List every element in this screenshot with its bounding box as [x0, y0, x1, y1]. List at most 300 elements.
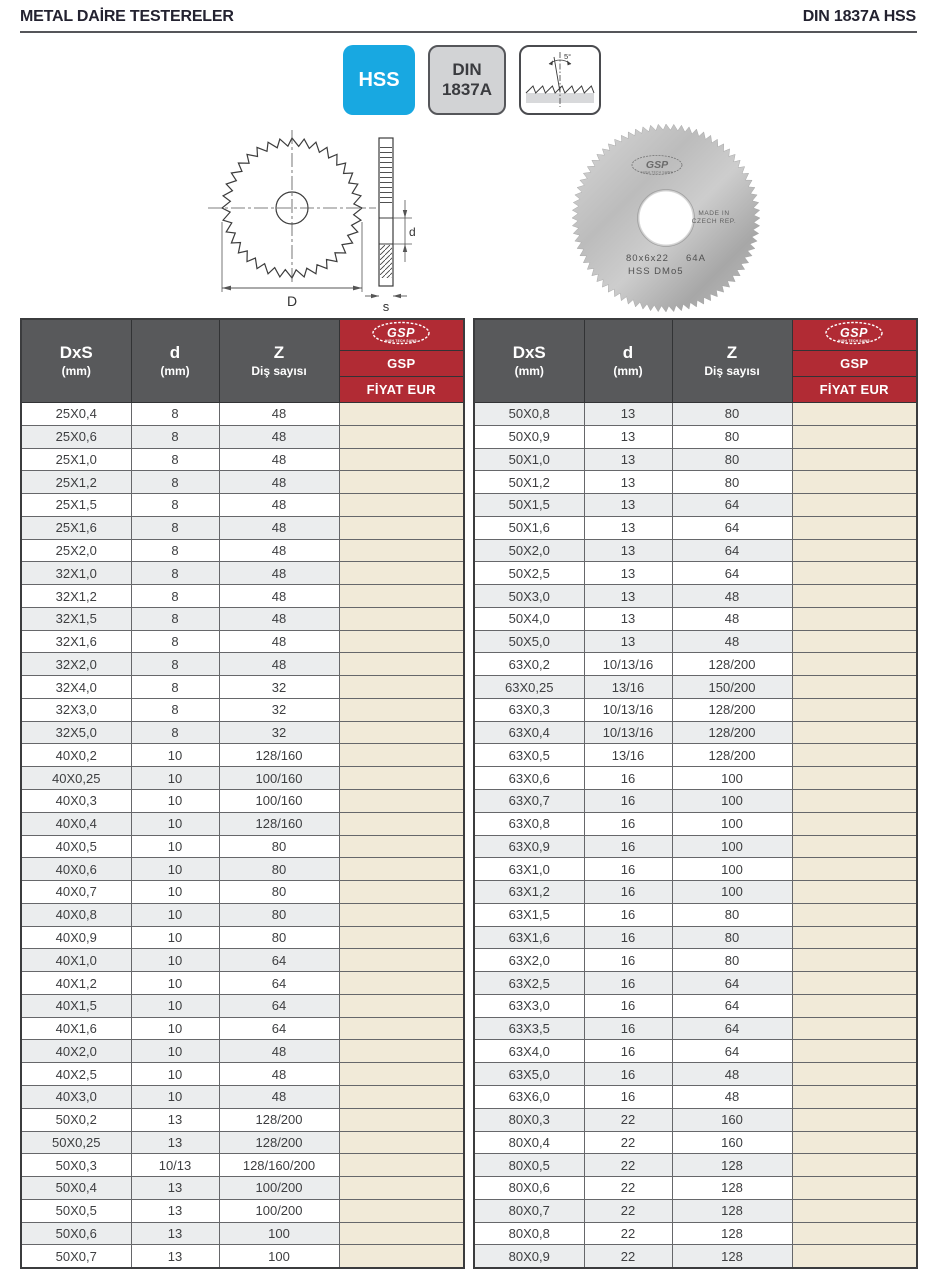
- table-row: [21, 949, 464, 972]
- cell-price: [792, 949, 917, 972]
- col-header-dxs: DxS (mm): [21, 319, 131, 403]
- table-row: [21, 1085, 464, 1108]
- cell-dxs: 63X3,5: [474, 1017, 584, 1040]
- cell-price: [792, 585, 917, 608]
- cell-price: [792, 812, 917, 835]
- cell-d: 10: [131, 1063, 219, 1086]
- cell-z: 80: [219, 903, 339, 926]
- cell-d: 10: [131, 812, 219, 835]
- cell-dxs: 50X2,5: [474, 562, 584, 585]
- table-row: [21, 448, 464, 471]
- table-row: [474, 972, 917, 995]
- cell-dxs: 40X0,2: [21, 744, 131, 767]
- price-brand-header: GSP: [339, 351, 464, 377]
- table-row: [474, 539, 917, 562]
- table-row: [21, 1177, 464, 1200]
- cell-dxs: 32X2,0: [21, 653, 131, 676]
- table-row: [21, 516, 464, 539]
- table-row: [474, 1199, 917, 1222]
- cell-d: 13: [584, 516, 672, 539]
- table-row: [21, 630, 464, 653]
- spec-table-right: [473, 318, 918, 1269]
- cell-dxs: 32X5,0: [21, 721, 131, 744]
- cell-dxs: 25X1,2: [21, 471, 131, 494]
- gsp-logo: [339, 319, 464, 351]
- col-header-d: d (mm): [584, 319, 672, 403]
- rake-angle-label: 5°: [564, 52, 572, 61]
- cell-z: 48: [219, 448, 339, 471]
- cell-price: [792, 494, 917, 517]
- table-row: [474, 1154, 917, 1177]
- cell-dxs: 63X0,8: [474, 812, 584, 835]
- cell-z: 48: [219, 403, 339, 426]
- table-row: [21, 539, 464, 562]
- table-row: [21, 1154, 464, 1177]
- cell-d: 10: [131, 1017, 219, 1040]
- cell-d: 10: [131, 903, 219, 926]
- cell-d: 13: [584, 471, 672, 494]
- cell-d: 16: [584, 790, 672, 813]
- table-row: [474, 744, 917, 767]
- cell-z: 128/200: [672, 721, 792, 744]
- table-row: [474, 1040, 917, 1063]
- col-header-z: Z Diş sayısı: [672, 319, 792, 403]
- cell-dxs: 80X0,8: [474, 1222, 584, 1245]
- cell-price: [792, 1108, 917, 1131]
- table-row: [21, 858, 464, 881]
- cell-dxs: 80X0,5: [474, 1154, 584, 1177]
- cell-d: 16: [584, 858, 672, 881]
- cell-dxs: 63X0,6: [474, 767, 584, 790]
- cell-dxs: 50X0,8: [474, 403, 584, 426]
- cell-price: [339, 607, 464, 630]
- table-row: [21, 881, 464, 904]
- cell-price: [339, 1222, 464, 1245]
- cell-d: 8: [131, 676, 219, 699]
- table-row: [21, 698, 464, 721]
- cell-z: 128: [672, 1245, 792, 1268]
- cell-price: [339, 926, 464, 949]
- cell-dxs: 32X1,2: [21, 585, 131, 608]
- cell-z: 100/200: [219, 1177, 339, 1200]
- cell-z: 128/200: [219, 1108, 339, 1131]
- cell-z: 128: [672, 1154, 792, 1177]
- cell-d: 10/13/16: [584, 721, 672, 744]
- cell-dxs: 40X1,6: [21, 1017, 131, 1040]
- cell-z: 128/160/200: [219, 1154, 339, 1177]
- cell-z: 128/160: [219, 744, 339, 767]
- table-row: [21, 653, 464, 676]
- col-header-dxs: DxS (mm): [474, 319, 584, 403]
- cell-dxs: 80X0,9: [474, 1245, 584, 1268]
- saw-side-view-drawing: [365, 130, 425, 314]
- cell-d: 13: [584, 607, 672, 630]
- cell-dxs: 50X1,5: [474, 494, 584, 517]
- table-row: [474, 1222, 917, 1245]
- cell-z: 100: [672, 858, 792, 881]
- cell-dxs: 40X0,5: [21, 835, 131, 858]
- table-row: [474, 516, 917, 539]
- table-row: [474, 812, 917, 835]
- cell-d: 10: [131, 926, 219, 949]
- col-header-z: Z Diş sayısı: [219, 319, 339, 403]
- cell-price: [792, 1085, 917, 1108]
- table-row: [474, 1017, 917, 1040]
- table-row: [474, 858, 917, 881]
- cell-dxs: 40X1,5: [21, 994, 131, 1017]
- din-badge-line2: 1837A: [441, 80, 493, 99]
- cell-d: 10: [131, 1085, 219, 1108]
- blade-material-text: HSS DMo5: [628, 266, 684, 277]
- cell-price: [792, 539, 917, 562]
- cell-price: [792, 1017, 917, 1040]
- cell-z: 80: [672, 926, 792, 949]
- price-column-header: FİYAT EUR: [792, 377, 917, 403]
- cell-dxs: 40X0,6: [21, 858, 131, 881]
- cell-d: 8: [131, 721, 219, 744]
- cell-d: 8: [131, 471, 219, 494]
- bore-dim-label: d: [409, 225, 416, 239]
- cell-z: 32: [219, 721, 339, 744]
- cell-z: 80: [219, 835, 339, 858]
- cell-price: [792, 698, 917, 721]
- cell-price: [339, 471, 464, 494]
- thickness-dim-label: s: [382, 299, 390, 314]
- cell-z: 100/160: [219, 790, 339, 813]
- cell-z: 48: [219, 607, 339, 630]
- table-row: [474, 448, 917, 471]
- cell-d: 10: [131, 972, 219, 995]
- table-row: [474, 494, 917, 517]
- cell-d: 8: [131, 630, 219, 653]
- cell-d: 16: [584, 881, 672, 904]
- cell-price: [792, 972, 917, 995]
- table-row: [474, 721, 917, 744]
- cell-z: 80: [672, 448, 792, 471]
- cell-z: 100: [672, 881, 792, 904]
- cell-d: 13: [131, 1222, 219, 1245]
- table-row: [474, 425, 917, 448]
- cell-z: 48: [219, 494, 339, 517]
- cell-price: [792, 1063, 917, 1086]
- cell-price: [339, 516, 464, 539]
- cell-d: 22: [584, 1108, 672, 1131]
- cell-price: [339, 676, 464, 699]
- cell-d: 8: [131, 539, 219, 562]
- cell-d: 13: [584, 494, 672, 517]
- table-row: [474, 994, 917, 1017]
- cell-price: [339, 972, 464, 995]
- cell-d: 10: [131, 767, 219, 790]
- cell-dxs: 50X0,5: [21, 1199, 131, 1222]
- cell-z: 64: [672, 1017, 792, 1040]
- cell-z: 100/160: [219, 767, 339, 790]
- cell-z: 128/200: [672, 653, 792, 676]
- cell-dxs: 50X1,0: [474, 448, 584, 471]
- col-header-d: d (mm): [131, 319, 219, 403]
- cell-d: 16: [584, 812, 672, 835]
- cell-d: 16: [584, 949, 672, 972]
- table-row: [474, 835, 917, 858]
- diameter-dim-label: D: [286, 293, 298, 309]
- cell-d: 10: [131, 790, 219, 813]
- cell-d: 10: [131, 949, 219, 972]
- table-row: [21, 903, 464, 926]
- din-badge-line1: DIN: [452, 60, 482, 80]
- cell-z: 128: [672, 1199, 792, 1222]
- cell-price: [792, 721, 917, 744]
- cell-dxs: 32X1,6: [21, 630, 131, 653]
- cell-d: 10: [131, 1040, 219, 1063]
- cell-dxs: 25X0,6: [21, 425, 131, 448]
- blade-logo-text: GSP: [645, 159, 669, 171]
- cell-z: 64: [672, 562, 792, 585]
- cell-d: 22: [584, 1222, 672, 1245]
- table-row: [474, 881, 917, 904]
- cell-z: 48: [219, 539, 339, 562]
- cell-price: [792, 994, 917, 1017]
- table-row: [474, 607, 917, 630]
- table-row: [21, 790, 464, 813]
- table-row: [21, 972, 464, 995]
- cell-price: [339, 744, 464, 767]
- cell-dxs: 80X0,6: [474, 1177, 584, 1200]
- cell-z: 100: [672, 767, 792, 790]
- cell-d: 10: [131, 858, 219, 881]
- cell-price: [792, 471, 917, 494]
- hss-badge-label: HSS: [358, 68, 400, 91]
- cell-dxs: 40X0,3: [21, 790, 131, 813]
- cell-dxs: 40X0,25: [21, 767, 131, 790]
- cell-dxs: 63X3,0: [474, 994, 584, 1017]
- cell-dxs: 50X1,2: [474, 471, 584, 494]
- table-row: [474, 1131, 917, 1154]
- cell-d: 13: [584, 403, 672, 426]
- cell-d: 16: [584, 1063, 672, 1086]
- cell-dxs: 25X1,6: [21, 516, 131, 539]
- cell-z: 80: [219, 881, 339, 904]
- cell-d: 10: [131, 881, 219, 904]
- cell-price: [339, 858, 464, 881]
- cell-price: [792, 1154, 917, 1177]
- cell-price: [339, 425, 464, 448]
- cell-dxs: 63X1,2: [474, 881, 584, 904]
- table-row: [21, 607, 464, 630]
- cell-d: 22: [584, 1154, 672, 1177]
- cell-dxs: 63X1,6: [474, 926, 584, 949]
- cell-d: 13: [584, 630, 672, 653]
- cell-z: 48: [672, 585, 792, 608]
- din-badge: [428, 45, 506, 115]
- table-row: [21, 494, 464, 517]
- cell-price: [339, 494, 464, 517]
- cell-d: 16: [584, 1017, 672, 1040]
- made-in-line1: MADE IN: [698, 210, 730, 217]
- page-title: METAL DAİRE TESTERELER: [20, 8, 234, 25]
- cell-d: 8: [131, 516, 219, 539]
- table-row: [21, 767, 464, 790]
- cell-dxs: 50X0,3: [21, 1154, 131, 1177]
- cell-price: [339, 1108, 464, 1131]
- cell-dxs: 50X0,7: [21, 1245, 131, 1268]
- cell-z: 48: [219, 562, 339, 585]
- cell-z: 100: [672, 835, 792, 858]
- cell-d: 13: [131, 1108, 219, 1131]
- cell-price: [792, 790, 917, 813]
- cell-dxs: 50X0,6: [21, 1222, 131, 1245]
- cell-d: 10: [131, 744, 219, 767]
- table-row: [474, 1085, 917, 1108]
- cell-z: 64: [672, 539, 792, 562]
- cell-z: 32: [219, 676, 339, 699]
- table-row: [474, 585, 917, 608]
- cell-dxs: 63X0,5: [474, 744, 584, 767]
- cell-price: [339, 1040, 464, 1063]
- table-row: [21, 1017, 464, 1040]
- cell-d: 8: [131, 562, 219, 585]
- cell-dxs: 80X0,7: [474, 1199, 584, 1222]
- cell-price: [792, 1177, 917, 1200]
- cell-z: 128/200: [219, 1131, 339, 1154]
- cell-price: [339, 1131, 464, 1154]
- cell-dxs: 32X4,0: [21, 676, 131, 699]
- cell-dxs: 40X1,0: [21, 949, 131, 972]
- cell-d: 13: [584, 539, 672, 562]
- cell-price: [339, 585, 464, 608]
- cell-price: [792, 835, 917, 858]
- cell-d: 10/13/16: [584, 653, 672, 676]
- table-row: [21, 744, 464, 767]
- cell-z: 48: [219, 653, 339, 676]
- table-row: [474, 767, 917, 790]
- cell-z: 48: [672, 1063, 792, 1086]
- table-row: [474, 698, 917, 721]
- cell-d: 16: [584, 972, 672, 995]
- cell-price: [339, 1063, 464, 1086]
- cell-d: 16: [584, 994, 672, 1017]
- cell-dxs: 50X1,6: [474, 516, 584, 539]
- cell-dxs: 25X2,0: [21, 539, 131, 562]
- standard-title: DIN 1837A HSS: [802, 8, 916, 25]
- cell-z: 160: [672, 1108, 792, 1131]
- tooth-angle-badge: [519, 45, 601, 115]
- cell-dxs: 32X1,5: [21, 607, 131, 630]
- cell-dxs: 50X5,0: [474, 630, 584, 653]
- cell-d: 10/13: [131, 1154, 219, 1177]
- cell-price: [792, 767, 917, 790]
- table-body-right: [474, 403, 917, 1269]
- cell-z: 48: [219, 1085, 339, 1108]
- table-row: [474, 1063, 917, 1086]
- hss-badge: [343, 45, 415, 115]
- cell-d: 13: [131, 1131, 219, 1154]
- cell-d: 8: [131, 698, 219, 721]
- table-row: [474, 903, 917, 926]
- cell-d: 8: [131, 585, 219, 608]
- cell-d: 13/16: [584, 744, 672, 767]
- cell-dxs: 40X0,7: [21, 881, 131, 904]
- cell-price: [339, 835, 464, 858]
- made-in-line2: CZECH REP.: [691, 218, 737, 225]
- spec-table-left: [20, 318, 465, 1269]
- table-row: [21, 1199, 464, 1222]
- saw-blade-photo: [548, 118, 798, 318]
- cell-dxs: 80X0,3: [474, 1108, 584, 1131]
- cell-dxs: 50X0,4: [21, 1177, 131, 1200]
- cell-z: 100: [672, 812, 792, 835]
- cell-d: 16: [584, 926, 672, 949]
- table-row: [21, 425, 464, 448]
- cell-price: [792, 858, 917, 881]
- cell-z: 80: [219, 858, 339, 881]
- cell-z: 64: [219, 949, 339, 972]
- cell-d: 13: [584, 425, 672, 448]
- cell-price: [339, 1085, 464, 1108]
- cell-price: [792, 1222, 917, 1245]
- cell-dxs: 50X4,0: [474, 607, 584, 630]
- cell-z: 48: [219, 630, 339, 653]
- table-row: [474, 926, 917, 949]
- cell-z: 64: [672, 494, 792, 517]
- gsp-logo-icon: [822, 320, 886, 347]
- cell-d: 22: [584, 1131, 672, 1154]
- cell-z: 100: [219, 1245, 339, 1268]
- cell-z: 128/160: [219, 812, 339, 835]
- cell-price: [792, 1131, 917, 1154]
- table-row: [21, 994, 464, 1017]
- cell-price: [792, 881, 917, 904]
- cell-d: 10: [131, 994, 219, 1017]
- cell-price: [792, 1199, 917, 1222]
- cell-dxs: 63X0,4: [474, 721, 584, 744]
- cell-price: [792, 562, 917, 585]
- cell-dxs: 40X2,0: [21, 1040, 131, 1063]
- table-row: [474, 676, 917, 699]
- cell-z: 128/200: [672, 744, 792, 767]
- cell-dxs: 63X2,0: [474, 949, 584, 972]
- table-row: [474, 1108, 917, 1131]
- cell-price: [339, 403, 464, 426]
- table-row: [474, 949, 917, 972]
- cell-z: 128: [672, 1177, 792, 1200]
- cell-d: 13: [131, 1199, 219, 1222]
- cell-dxs: 63X0,9: [474, 835, 584, 858]
- cell-dxs: 25X0,4: [21, 403, 131, 426]
- cell-d: 16: [584, 903, 672, 926]
- cell-dxs: 40X3,0: [21, 1085, 131, 1108]
- cell-z: 64: [672, 516, 792, 539]
- cell-d: 8: [131, 448, 219, 471]
- gsp-logo-icon: [369, 320, 433, 347]
- cell-z: 48: [219, 1063, 339, 1086]
- table-row: [21, 562, 464, 585]
- cell-price: [792, 630, 917, 653]
- table-row: [21, 403, 464, 426]
- cell-price: [339, 1199, 464, 1222]
- cell-z: 64: [672, 1040, 792, 1063]
- cell-d: 8: [131, 494, 219, 517]
- cell-price: [339, 539, 464, 562]
- cell-dxs: 25X1,0: [21, 448, 131, 471]
- cell-dxs: 40X0,4: [21, 812, 131, 835]
- table-row: [21, 676, 464, 699]
- cell-dxs: 25X1,5: [21, 494, 131, 517]
- cell-dxs: 63X5,0: [474, 1063, 584, 1086]
- cell-z: 48: [672, 1085, 792, 1108]
- table-row: [21, 1108, 464, 1131]
- table-row: [474, 653, 917, 676]
- cell-d: 8: [131, 425, 219, 448]
